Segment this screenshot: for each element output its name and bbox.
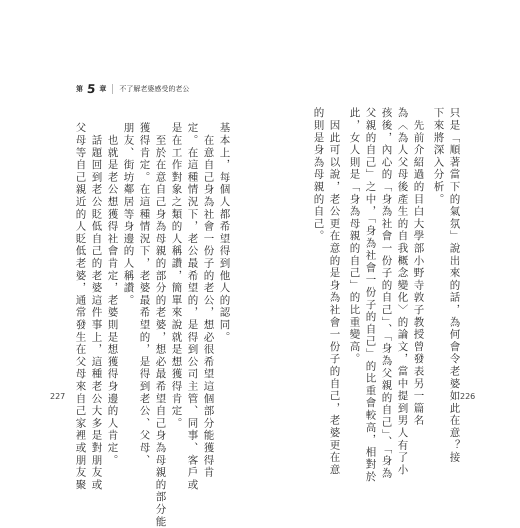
chapter-divider <box>112 84 113 94</box>
text-column: 定。在這種情況下，老公最希望的，是得到公司主管、同事、客戶或 <box>186 122 199 491</box>
text-column: 只是「順著當下的氣氛」說出來的話，為何會令老婆如此在意？接 <box>448 107 461 464</box>
chapter-header <box>76 82 189 96</box>
chapter-title: 不了解老婆感受的老公 <box>119 85 190 93</box>
chapter-label-suffix: 章 <box>99 85 107 93</box>
text-column: 是在工作對象之類的人稱讚，簡單來說就是想獲得肯定。 <box>170 122 183 430</box>
text-column: 基本上，每個人都希望得到他人的認同。 <box>218 122 231 344</box>
page-number-left: 227 <box>50 392 66 401</box>
text-column: 父母等自己親近的人貶低老婆，通常發生在父母來自己家裡或朋友聚 <box>74 122 87 491</box>
text-column: 至於在意自己身為母親的部分的老婆，想必最希望自己身為母親的部分能 <box>154 122 167 528</box>
text-column: 父親的自己」之中，「身為社會一份子的自己」的比重會較高，相對於 <box>364 107 377 484</box>
text-column: 孩後，內心的「身為社會一份子的自己」、「身為父親的自己」、「身為 <box>380 107 393 480</box>
text-column: 此，女人則是「身為母親的自己」的比重變高。 <box>348 107 361 366</box>
text-column: 下來將深入分析。 <box>432 107 445 206</box>
right-page <box>260 0 520 500</box>
page-number-right: 226 <box>460 392 476 401</box>
text-column: 在意自己身為社會一份子的老公，想必很希望這個部分能獲得肯 <box>202 122 215 479</box>
chapter-label: 第 <box>76 85 83 93</box>
text-column: 因此可以說，老公更在意的是身為社會一份子的自己，老婆更在意 <box>328 107 341 476</box>
text-column: 先前介紹過的目白大學部小野寺敦子教授曾發表另一篇名 <box>412 107 425 427</box>
text-column: 獲得肯定。在這種情況下，老婆最希望的，是得到老公、父母、 <box>138 122 151 467</box>
text-column: 也就是老公想獲得社會肯定，老婆則是想獲得身邊的人肯定。 <box>106 122 119 467</box>
text-column: 為〈為人父母後產生的自我概念變化〉的論文，當中提到男人有了小 <box>396 107 409 476</box>
text-column: 話題回到老公貶低自己的老婆這件事上，這種老公大多是對朋友或 <box>90 122 103 491</box>
chapter-number: 5 <box>86 82 97 96</box>
text-column: 朋友、街坊鄰居等身邊的人稱讚。 <box>122 122 135 307</box>
text-column: 的則是身為母親的自己。 <box>312 107 325 243</box>
